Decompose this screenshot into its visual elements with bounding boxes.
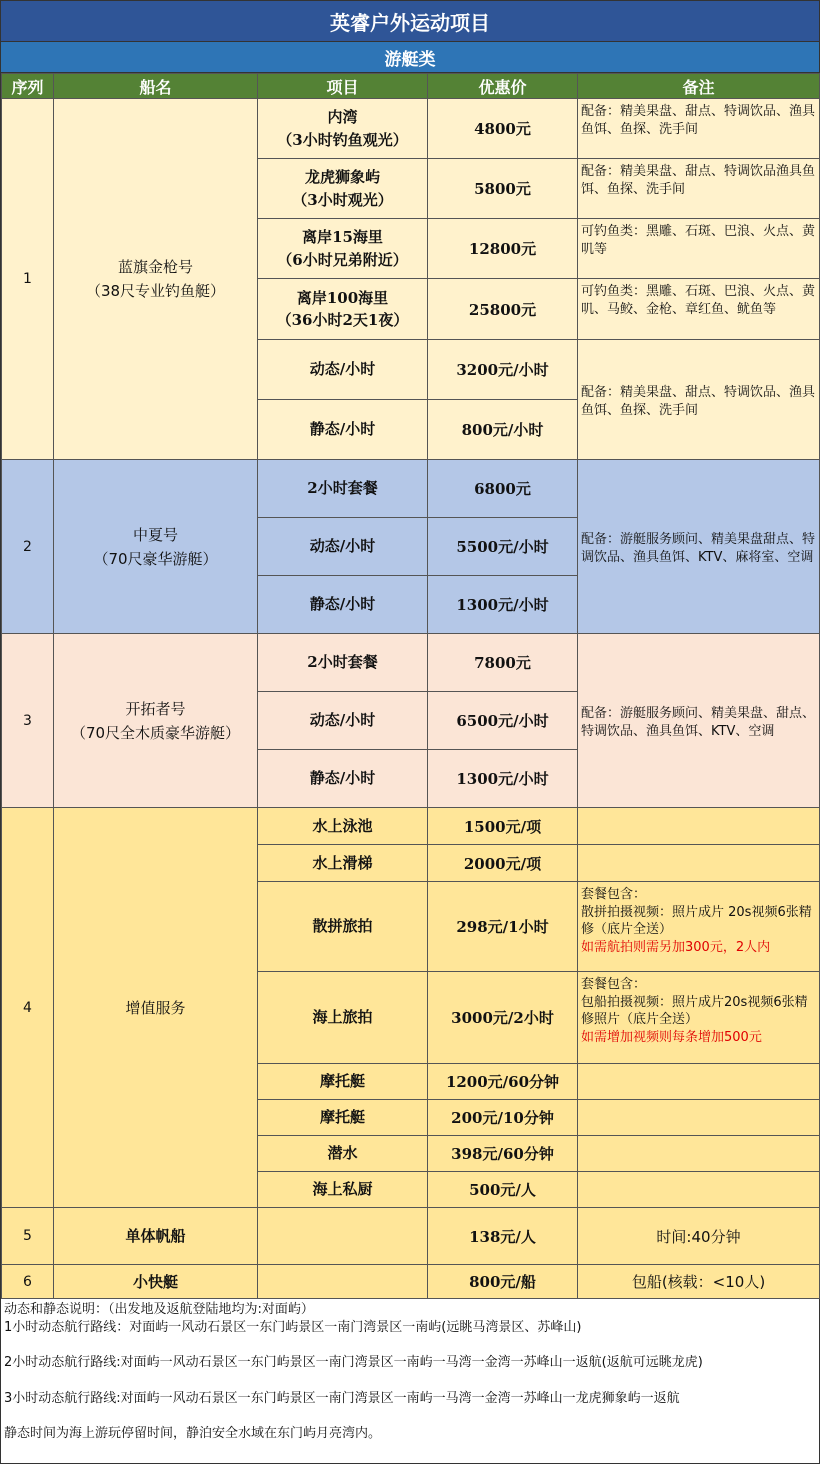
note-cell: 时间:40分钟 [578,1208,820,1265]
boat-name: 蓝旗金枪号 [117,258,193,276]
price-cell: 1500元/项 [428,808,578,845]
item-cell: 摩托艇 [258,1100,428,1136]
table-row [2,1265,820,1299]
seq-cell: 1 [2,99,54,460]
sheet-title: 英睿户外运动项目 [1,1,819,42]
note-cell: 配备：精美果盘、甜点、特调饮品、渔具鱼饵、鱼探、洗手间 [578,340,820,460]
note-cell: 套餐包含： 散拼拍摄视频：照片成片 20s视频6张精修（底片全送） 如需航拍则需另加300元，2人内 [578,882,820,972]
item-cell: 静态/小时 [258,576,428,634]
price-cell: 5500元/小时 [428,518,578,576]
note-cell: 配备：游艇服务顾问、精美果盘甜点、特调饮品、渔具鱼饵、KTV、麻将室、空调 [578,460,820,634]
price-cell: 2000元/项 [428,845,578,882]
table-row [2,808,820,845]
notes-line: 3小时动态航行路线:对面屿一风动石景区一东门屿景区一南门湾景区一南屿一马湾一金湾一苏峰山一龙虎狮象屿一返航 [4,1390,680,1406]
item-cell: 海上旅拍 [258,972,428,1064]
table-row [2,460,820,518]
price-cell: 500元/人 [428,1172,578,1208]
boat-desc: （38尺专业钓鱼艇） [85,282,226,300]
note-cell [578,1100,820,1136]
boat-name-cell [54,634,258,808]
note-cell: 配备：游艇服务顾问、精美果盘、甜点、特调饮品、渔具鱼饵、KTV、空调 [578,634,820,808]
item-cell: 摩托艇 [258,1064,428,1100]
price-cell: 3000元/2小时 [428,972,578,1064]
boat-desc: （70尺豪华游艇） [93,549,218,568]
item-cell: 动态/小时 [258,518,428,576]
boat-desc: （70尺全木质豪华游艇） [70,723,241,742]
item-cell: 水上滑梯 [258,845,428,882]
seq-cell: 4 [2,808,54,1208]
note-warning: 如需增加视频则每条增加500元 [581,1029,762,1045]
route-notes [1,1299,819,1445]
price-cell: 4800元 [428,99,578,159]
notes-line: 静态时间为海上游玩停留时间，静泊安全水域在东门屿月亮湾内。 [4,1426,382,1442]
price-cell: 6800元 [428,460,578,518]
boat-name-cell: 增值服务 [54,808,258,1208]
price-cell: 398元/60分钟 [428,1136,578,1172]
note-cell: 配备：精美果盘、甜点、特调饮品渔具鱼饵、鱼探、洗手间 [578,159,820,219]
boat-name-cell: 小快艇 [54,1265,258,1299]
note-cell [578,1172,820,1208]
item-cell: 动态/小时 [258,340,428,400]
note-cell: 可钓鱼类：黑雕、石斑、巴浪、火点、黄叽、马鲛、金枪、章红鱼、鱿鱼等 [578,279,820,340]
note-cell: 配备：精美果盘、甜点、特调饮品、渔具鱼饵、鱼探、洗手间 [578,99,820,159]
category-title: 游艇类 [1,42,819,73]
note-cell: 可钓鱼类：黑雕、石斑、巴浪、火点、黄叽等 [578,219,820,279]
boat-name: 中夏号 [132,525,178,544]
note-cell [578,808,820,845]
price-cell: 3200元/小时 [428,340,578,400]
note-warning: 如需航拍则需另加300元，2人内 [581,939,771,955]
boat-name-cell: 单体帆船 [54,1208,258,1265]
item-cell: 龙虎狮象屿 （3小时观光） [258,159,428,219]
notes-line: 动态和静态说明：（出发地及返航登陆地均为:对面屿） [4,1302,314,1317]
boat-name: 开拓者号 [125,699,186,718]
price-cell: 200元/10分钟 [428,1100,578,1136]
price-cell: 1200元/60分钟 [428,1064,578,1100]
col-note: 备注 [578,74,820,99]
header-row [2,74,820,99]
note-cell: 包船(核载：<10人) [578,1265,820,1299]
notes-line: 2小时动态航行路线:对面屿一风动石景区一东门屿景区一南门湾景区一南屿一马湾一金湾一苏峰山一返航(返航可远眺龙虎) [4,1355,703,1371]
table-row [2,1208,820,1265]
item-cell: 海上私厨 [258,1172,428,1208]
boat-name-cell [54,99,258,460]
item-cell: 2小时套餐 [258,634,428,692]
boat-name-cell [54,460,258,634]
price-cell: 800元/船 [428,1265,578,1299]
item-cell: 离岸100海里 （36小时2天1夜） [258,279,428,340]
item-cell: 静态/小时 [258,750,428,808]
item-cell: 散拼旅拍 [258,882,428,972]
table-row [2,99,820,159]
price-cell: 1300元/小时 [428,750,578,808]
price-cell: 138元/人 [428,1208,578,1265]
price-cell: 800元/小时 [428,400,578,460]
table-row [2,634,820,692]
price-cell: 298元/1小时 [428,882,578,972]
item-cell: 动态/小时 [258,692,428,750]
seq-cell: 5 [2,1208,54,1265]
item-cell: 离岸15海里 （6小时兄弟附近） [258,219,428,279]
note-cell [578,845,820,882]
price-cell: 1300元/小时 [428,576,578,634]
item-cell [258,1265,428,1299]
seq-cell: 2 [2,460,54,634]
price-table [1,73,820,1299]
note-cell: 套餐包含： 包船拍摄视频：照片成片20s视频6张精修照片（底片全送） 如需增加视频则每条增加500元 [578,972,820,1064]
price-cell: 25800元 [428,279,578,340]
col-item: 项目 [258,74,428,99]
col-seq: 序列 [2,74,54,99]
item-cell: 内湾 （3小时钓鱼观光） [258,99,428,159]
price-cell: 5800元 [428,159,578,219]
item-cell: 潜水 [258,1136,428,1172]
notes-line: 1小时动态航行路线：对面屿一风动石景区一东门屿景区一南门湾景区一南屿(远眺马湾景区、苏峰山) [4,1319,582,1335]
seq-cell: 6 [2,1265,54,1299]
note-cell [578,1136,820,1172]
item-cell: 水上泳池 [258,808,428,845]
item-cell: 2小时套餐 [258,460,428,518]
item-cell: 静态/小时 [258,400,428,460]
note-cell [578,1064,820,1100]
col-boat: 船名 [54,74,258,99]
price-cell: 12800元 [428,219,578,279]
col-price: 优惠价 [428,74,578,99]
price-cell: 7800元 [428,634,578,692]
price-cell: 6500元/小时 [428,692,578,750]
item-cell [258,1208,428,1265]
seq-cell: 3 [2,634,54,808]
